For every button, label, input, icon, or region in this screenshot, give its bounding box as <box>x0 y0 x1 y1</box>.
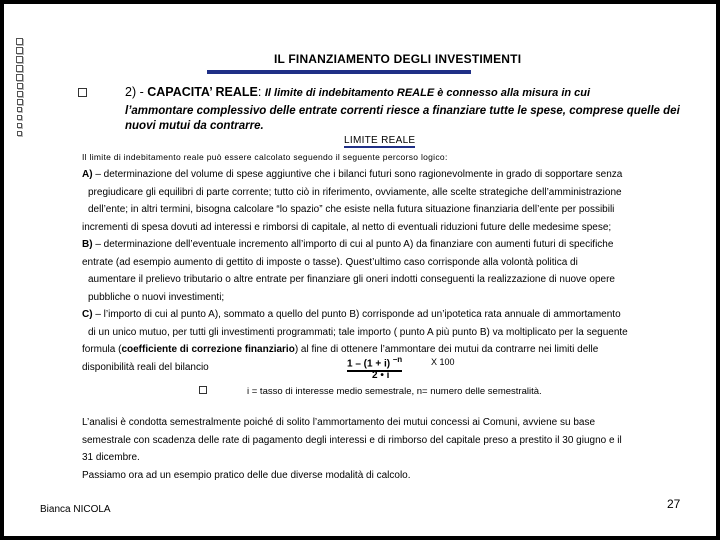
bullet-square-icon <box>78 88 87 97</box>
step-a-label: A) <box>82 169 93 180</box>
point2-number: 2) - <box>125 85 148 99</box>
step-b-line-2: entrate (ad esempio aumento di gettito di imposte o tasse). Quest’ultimo caso corrisponde alla volontà politica di <box>82 256 578 268</box>
formula-multiplier: X 100 <box>431 357 455 367</box>
summary-line: L’analisi è condotta semestralmente poiché di solito l’ammortamento dei mutui concessi ai Comuni, avviene su base <box>82 417 596 428</box>
title-underline <box>207 70 471 74</box>
limite-reale-label: LIMITE REALE <box>344 135 416 146</box>
formula-denominator: 2 • i <box>372 370 390 381</box>
step-b-line-3: aumentare il prelievo tributario o altre entrate per finanziare gli oneri indotti conseguenti la realizzazione di nuove opere <box>88 274 615 285</box>
summary-line: Passiamo ora ad un esempio pratico delle due diverse modalità di calcolo. <box>82 469 411 481</box>
author-name: Bianca NICOLA <box>40 504 111 515</box>
step-a-line-2: pregiudicare gli equilibri di parte corrente; tutto ciò in riferimento, ovviamente, alle scelte strategiche dell’amministrazione <box>88 186 622 198</box>
slide <box>4 4 716 536</box>
formula-numerator: 1 – (1 + i) $^{-n}$ <box>347 355 402 372</box>
step-c-line-4: disponibilità reali del bilancio <box>82 361 209 373</box>
summary-line: semestrale con scadenza delle rate di pagamento degli interessi e di rimborso del capitale preso a prestito il 30 giugno e il <box>82 434 622 446</box>
slide-title: IL FINANZIAMENTO DEGLI INVESTIMENTI <box>274 52 522 66</box>
step-a-line-1: A) – determinazione del volume di spese aggiuntive che i bilanci futuri sono ragionevolmente in grado di sopportare senza <box>82 169 623 180</box>
coefficient-term: coefficiente di correzione finanziario <box>121 344 295 355</box>
point2-body: l’ammontare complessivo delle entrate correnti riesce a finanziare tutte le spese, comprese quelle dei nuovi mutui da contrarre. <box>125 105 680 132</box>
page-number: 27 <box>667 497 681 511</box>
step-a-line-3: dell’ente; in altri termini, bisogna calcolare “lo spazio” che esiste nella futura situazione finanziaria dell’ente per possibili <box>88 204 615 215</box>
point2-lead: Il limite di indebitamento REALE è connesso alla misura in cui <box>264 87 591 99</box>
steps-block <box>82 166 702 376</box>
step-b-label: B) <box>82 239 93 250</box>
summary-line: 31 dicembre. <box>82 452 140 463</box>
step-b-line-1: B) – determinazione dell’eventuale incremento all’importo di cui al punto A) da finanziare con aumenti futuri di specifiche <box>82 239 614 250</box>
formula-exponent: –n <box>392 355 403 364</box>
step-c-label: C) <box>82 309 93 320</box>
bullet-square-icon <box>199 386 207 394</box>
formula-note: i = tasso di interesse medio semestrale, n= numero delle semestralità. <box>247 386 542 397</box>
summary-block <box>82 414 702 484</box>
decorative-squares <box>16 38 32 139</box>
step-b-line-4: pubbliche o nuovi investimenti; <box>88 291 225 303</box>
step-c-line-1: C) – l’importo di cui al punto A), sommato a quello del punto B) corrisponde ad un’ipotetica rata annuale di ammortamento <box>82 309 621 320</box>
intro-text: Il limite di indebitamento reale può essere calcolato seguendo il seguente percorso logico: <box>82 152 448 162</box>
step-c-line-3: formula (coefficiente di correzione finanziario) al fine di ottenere l’ammontare dei mutui da contrarre nei limiti delle <box>82 344 599 355</box>
point2-heading <box>125 85 590 99</box>
point2-title: CAPACITA’ REALE <box>147 85 258 99</box>
point2-separator: : <box>257 85 265 99</box>
step-a-line-4: incrementi di spesa dovuti ad interessi e rimborsi di capitale, al netto di eventuali riduzioni future delle medesime spese; <box>82 221 612 233</box>
step-c-line-2: di un unico mutuo, per tutti gli investimenti programmati; tale importo ( punto A più punto B) va moltiplicato per la seguente <box>88 326 628 338</box>
